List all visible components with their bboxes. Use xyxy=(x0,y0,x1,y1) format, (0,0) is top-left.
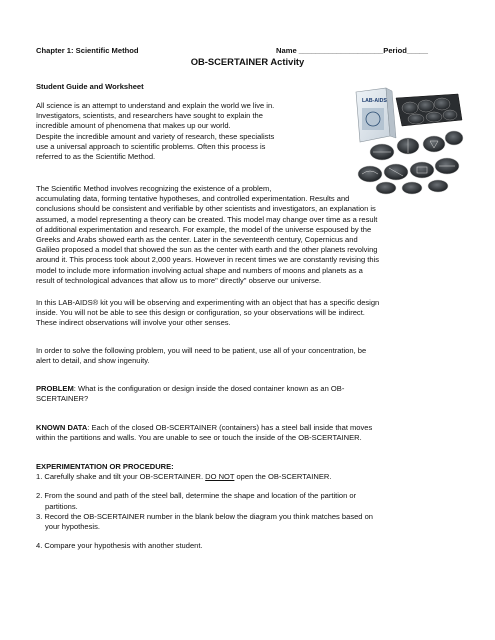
intro-line: Investigators, scientists, and researchers have sought to explain the xyxy=(36,111,263,121)
problem-text-cont: SCERTAINER? xyxy=(36,394,89,404)
method-line: The Scientific Method involves recognizing the existence of a problem, xyxy=(36,184,272,193)
method-line: conclusions should be consistent and verifiable by other scientists and investigators, an explanation is xyxy=(36,204,376,214)
known-data-label: KNOWN DATA xyxy=(36,423,88,432)
patience-line: In order to solve the following problem, you will need to be patient, use all of your concentration, be xyxy=(36,346,367,355)
subtitle: Student Guide and Worksheet xyxy=(36,82,144,91)
method-line: of additional experimentation and research. For example, the model of the universe espoused by the xyxy=(36,224,372,234)
kit-box-icon xyxy=(356,88,396,142)
kit-line: inside. You will not be able to see this design or configuration, so your observations will be indirect. xyxy=(36,308,365,318)
intro-line: All science is an attempt to understand and explain the world we live in. xyxy=(36,101,275,110)
do-not-emphasis: DO NOT xyxy=(205,472,235,482)
method-line: assumed, a model representing a theory can be created. This model may change over time as a result xyxy=(36,214,378,224)
chapter-header: Chapter 1: Scientific Method xyxy=(36,46,139,55)
step-2-cont: partitions. xyxy=(45,501,78,511)
name-period-line: Name ____________________Period_____ xyxy=(276,46,429,55)
kit-line: In this LAB-AIDS® kit you will be observing and experimenting with an object that has a specific design xyxy=(36,298,380,307)
patience-paragraph xyxy=(36,346,466,366)
method-line: Greeks and Arabs showed earth as the center. Later in the seventeenth century, Copernicus and xyxy=(36,235,358,245)
kit-line: These indirect observations will involve your other senses. xyxy=(36,318,231,328)
scientific-method-paragraph xyxy=(36,184,466,286)
intro-line: use a universal approach to scientific problems. Often this process is xyxy=(36,141,266,151)
method-line: model to include more information involving actual shape and numbers of moons and planets as a xyxy=(36,265,363,275)
problem-text: : What is the configuration or design inside the dosed container known as an OB- xyxy=(73,384,345,393)
intro-paragraph xyxy=(36,101,346,162)
method-line: result of technological advances that allow us to more" directly" observe our universe. xyxy=(36,275,322,285)
kit-paragraph xyxy=(36,298,466,329)
procedure-section xyxy=(36,462,466,551)
intro-line: referred to as the Scientific Method. xyxy=(36,152,156,162)
step-1: 1. Carefully shake and tilt your OB-SCERTAINER. DO NOT open the OB-SCERTAINER. xyxy=(36,472,332,482)
step-3: 3. Record the OB-SCERTAINER number in the blank below the diagram you think matches based on xyxy=(36,511,373,521)
disc-tray-icon xyxy=(396,94,462,126)
page-title: OB-SCERTAINER Activity xyxy=(190,56,305,67)
method-line: accumulating data, forming tentative hypotheses, and controlled experimentation. Results and xyxy=(36,194,350,204)
method-line: around it. This process took about 2,000 years. However in recent times we are constantly revising this xyxy=(36,255,379,265)
step-3-cont: your hypothesis. xyxy=(45,522,100,532)
known-data-text-cont: within the partitions and walls. You are unable to see or touch the inside of the OB-SCERTAINER. xyxy=(36,433,362,443)
intro-line: Despite the incredible amount and variety of research, these specialists xyxy=(36,131,275,141)
intro-line: incredible amount of phenomena that makes up our world. xyxy=(36,121,231,131)
method-line: Galileo proposed a model that showed the sun as the center with earth and the other planets revolving xyxy=(36,245,378,255)
problem-label: PROBLEM xyxy=(36,384,74,393)
patience-line: alert to detail, and show ingenuity. xyxy=(36,356,150,366)
step-2: 2. From the sound and path of the steel ball, determine the shape and location of the partition or xyxy=(36,491,357,501)
known-data-text: : Each of the closed OB-SCERTAINER (containers) has a steel ball inside that moves xyxy=(87,423,373,432)
known-data-section xyxy=(36,423,466,443)
procedure-heading: EXPERIMENTATION OR PROCEDURE: xyxy=(36,462,174,471)
kit-box-label: LAB-AIDS xyxy=(362,98,387,104)
ob-scertainer-kit-photo xyxy=(346,86,464,196)
problem-section xyxy=(36,384,466,404)
step-4: 4. Compare your hypothesis with another student. xyxy=(36,541,203,551)
